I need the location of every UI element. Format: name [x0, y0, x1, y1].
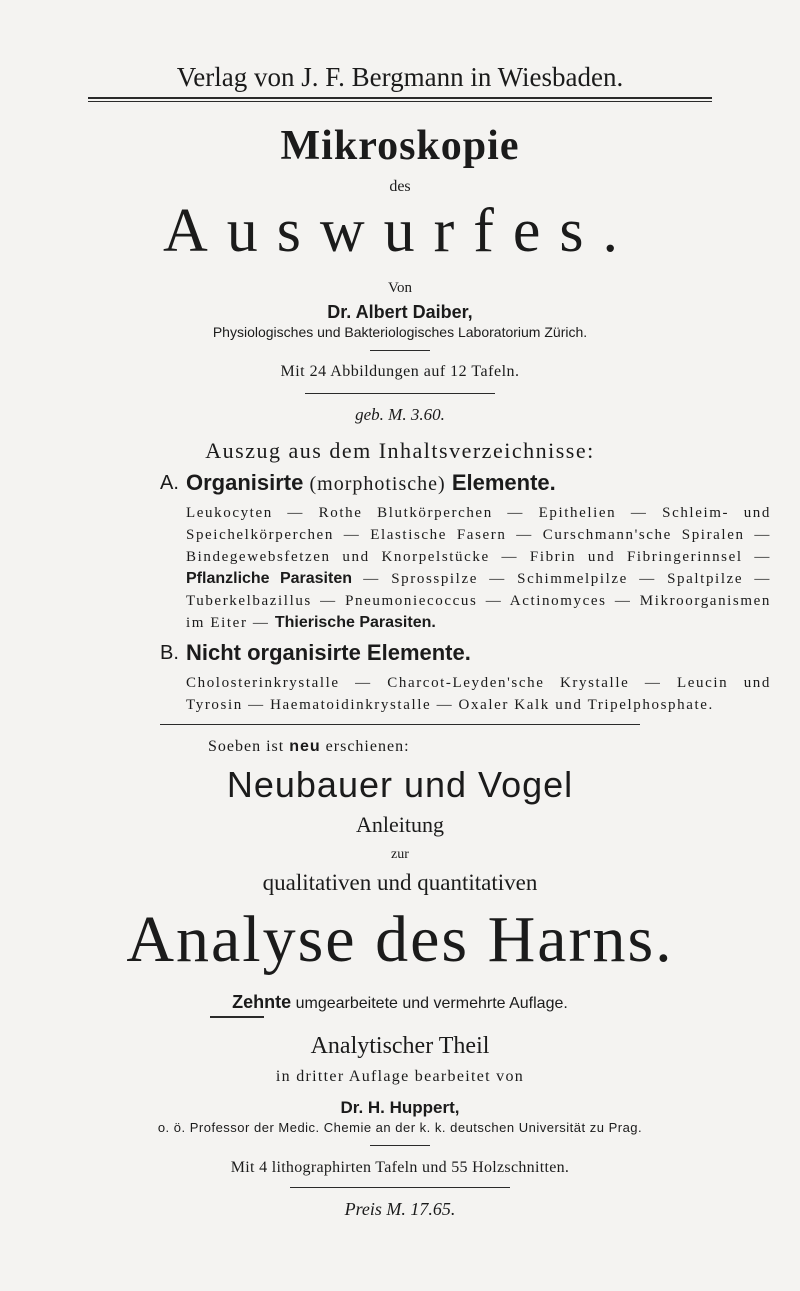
section-body-highlight: Pflanzliche Parasiten	[186, 570, 353, 587]
book2-zur: zur	[391, 847, 409, 862]
section-body-text: Leukocyten — Rothe Blutkörperchen — Epithelien — Schleim- und Speichelkörperchen — Elastische Fasern — Curschmann'sche Spiralen — Bindegewebsfetzen und Knorpelstücke — Fibrin und Fibringerinnsel —	[186, 505, 771, 565]
divider	[305, 393, 495, 394]
section-title	[186, 470, 556, 496]
book2-edition	[0, 992, 800, 1013]
section-body-highlight: Thierische Parasiten.	[274, 614, 436, 631]
divider	[370, 350, 430, 351]
section-body-text: — Sprosspilze — Schimmelpilze — Spaltpilze — Tuberkelbazillus — Pneumoniecoccus — Actinomyces — Mikroorganismen im Eiter —	[186, 571, 771, 631]
header-rule-top	[88, 97, 712, 99]
book1-price: geb. M. 3.60.	[355, 405, 445, 424]
announcement-bold: neu	[289, 738, 321, 755]
book2-subtitle: qualitativen und quantitativen	[262, 870, 538, 895]
section-divider	[160, 724, 640, 725]
book2-anleitung: Anleitung	[356, 812, 444, 837]
section-letter: A.	[160, 472, 179, 494]
book2-affiliation: o. ö. Professor der Medic. Chemie an der k. k. deutschen Universität zu Prag.	[157, 1120, 643, 1135]
book2-illustrations: Mit 4 lithographirten Tafeln und 55 Holzschnitten.	[230, 1159, 570, 1176]
section-body: Cholosterinkrystalle — Charcot-Leyden'sche Krystalle — Leucin und Tyrosin — Haematoidinkrystalle — Oxaler Kalk und Tripelphosphate.	[186, 675, 771, 713]
publisher-header: Verlag von J. F. Bergmann in Wiesbaden.	[176, 62, 624, 92]
edition-bold: Zehnte	[232, 992, 292, 1012]
book2-price: Preis M. 17.65.	[344, 1199, 456, 1219]
divider	[290, 1187, 510, 1188]
announcement-text: Soeben ist	[208, 738, 290, 755]
book1-title-line2: Auswurfes.	[162, 197, 638, 265]
book1-illustrations: Mit 24 Abbildungen auf 12 Tafeln.	[280, 363, 520, 380]
book2-part-title: Analytischer Theil	[310, 1033, 490, 1059]
edition-rest: umgearbeitete und vermehrte Auflage.	[291, 995, 568, 1012]
book2-title-line2: Analyse des Harns.	[126, 903, 674, 976]
book1-title-line1: Mikroskopie	[280, 123, 520, 169]
new-release-announcement	[208, 738, 410, 756]
header-rule-bottom	[88, 101, 712, 102]
section-title-end: Elemente.	[451, 470, 556, 495]
announcement-text: erschienen:	[320, 738, 410, 755]
book2-title-line1: Neubauer und Vogel	[226, 764, 574, 805]
book1-des: des	[389, 178, 411, 195]
section-title-sub: (morphotische)	[309, 473, 446, 495]
book1-von: Von	[388, 280, 412, 296]
divider	[370, 1145, 430, 1146]
book2-author: Dr. H. Huppert,	[340, 1098, 460, 1117]
book1-affiliation: Physiologisches und Bakteriologisches Laboratorium Zürich.	[212, 324, 588, 340]
section-letter: B.	[160, 642, 179, 664]
book2-part-edition: in dritter Auflage bearbeitet von	[275, 1068, 525, 1085]
section-body	[186, 502, 771, 634]
divider	[210, 1016, 264, 1018]
book1-author: Dr. Albert Daiber,	[327, 302, 473, 322]
section-title: Nicht organisirte Elemente.	[186, 640, 471, 665]
section-title-main: Organisirte	[186, 470, 304, 495]
toc-heading: Auszug aus dem Inhaltsverzeichnisse:	[205, 438, 595, 463]
